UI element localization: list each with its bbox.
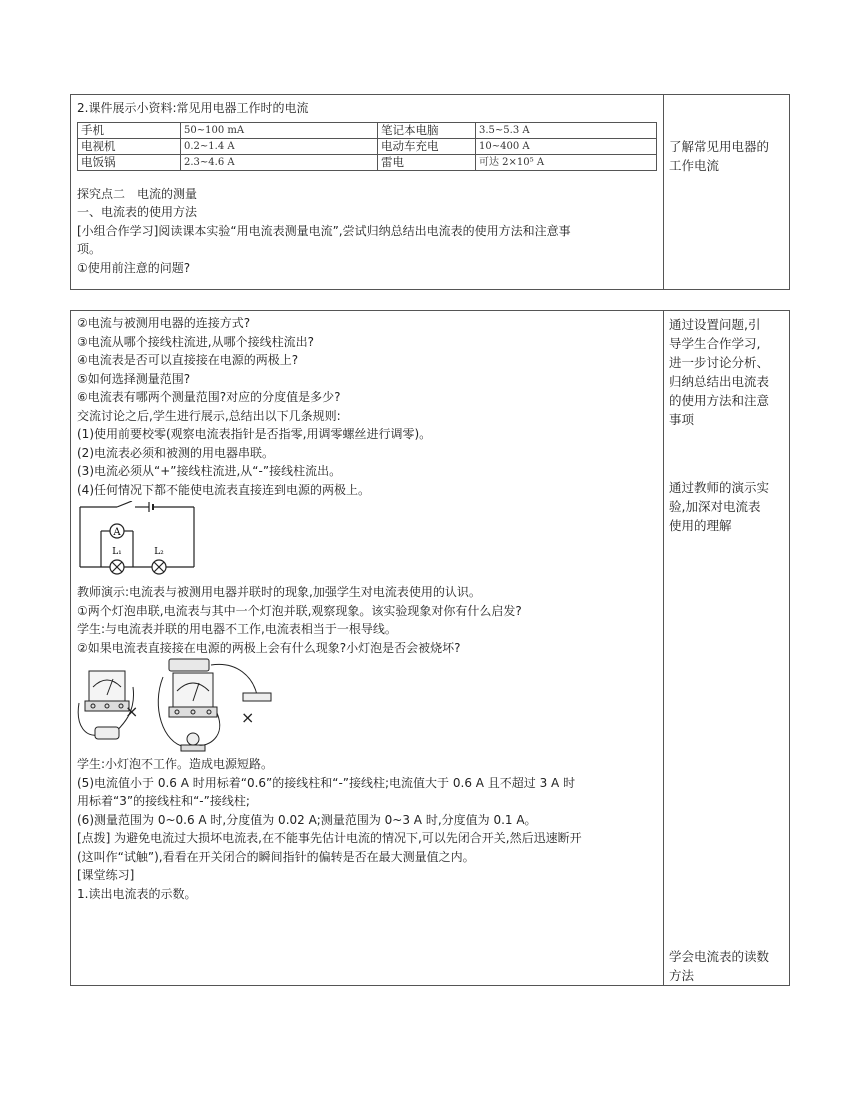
question-4: ④电流表是否可以直接接在电源的两极上? — [77, 353, 299, 367]
tip-cont: (这叫作“试触”),看看在开关闭合的瞬间指针的偏转是否在最大测量值之内。 — [77, 849, 475, 864]
note-cell-2 — [669, 478, 787, 535]
demo-answer-2: 学生:小灯泡不工作。造成电源短路。 — [77, 757, 274, 771]
note-line: 通过设置问题,引 — [669, 317, 761, 332]
rule-3: (3)电流必须从“+”接线柱流进,从“-”接线柱流出。 — [77, 464, 342, 478]
demo-question-1: ①两个灯泡串联,电流表与其中一个灯泡并联,观察现象。该实验现象对你有什么启发? — [77, 603, 522, 618]
rule-2: (2)电流表必须和被测的用电器串联。 — [77, 445, 274, 460]
appliance-name: 笔记本电脑 — [378, 122, 476, 138]
resource-heading: 2.课件展示小资料:常见用电器工作时的电流 — [77, 101, 309, 115]
appliance-name: 手机 — [78, 122, 181, 138]
lamp-2-label: L₂ — [154, 547, 164, 557]
appliance-current: 可达 2×10⁵ A — [476, 154, 657, 170]
appliance-current: 3.5~5.3 A — [476, 122, 657, 138]
apparatus-figures — [77, 657, 659, 755]
rule-4: (4)任何情况下都不能使电流表直接连到电源的两极上。 — [77, 482, 371, 497]
content-cell — [77, 99, 659, 277]
note-cell — [669, 137, 787, 175]
tip: [点拨] 为避免电流过大损坏电流表,在不能事先估计电流的情况下,可以先闭合开关,然后迅速断开 — [77, 831, 582, 845]
appliance-current: 2.3~4.6 A — [181, 154, 378, 170]
current-reference-table — [77, 122, 657, 171]
lamp-1-label: L₁ — [112, 547, 122, 557]
demo-answer-1: 学生:与电流表并联的用电器不工作,电流表相当于一根导线。 — [77, 622, 397, 636]
circuit-diagram — [77, 501, 197, 581]
note-line: 验,加深对电流表 — [669, 499, 761, 514]
rule-5-cont: 用标着“3”的接线柱和“-”接线柱; — [77, 794, 250, 808]
rule-1: (1)使用前要校零(观察电流表指针是否指零,用调零螺丝进行调零)。 — [77, 427, 432, 441]
demo-question-2: ②如果电流表直接接在电源的两极上会有什么现象?小灯泡是否会被烧坏? — [77, 640, 461, 655]
lesson-table-1 — [70, 94, 790, 290]
sub-title: 一、电流表的使用方法 — [77, 205, 198, 219]
question-5: ⑤如何选择测量范围? — [77, 371, 191, 386]
appliance-name: 电动车充电 — [378, 138, 476, 154]
note-cell-1 — [669, 315, 787, 429]
section-title: 探究点二 电流的测量 — [77, 186, 198, 201]
note-line: 使用的理解 — [669, 518, 732, 533]
note-line: 的使用方法和注意 — [669, 393, 770, 408]
cross-mark: × — [241, 708, 255, 727]
appliance-name: 电饭锅 — [78, 154, 181, 170]
appliance-current: 50~100 mA — [181, 122, 378, 138]
column-divider — [663, 311, 664, 985]
appliance-name: 雷电 — [378, 154, 476, 170]
note-line: 方法 — [669, 968, 695, 983]
rule-5: (5)电流值小于 0.6 A 时用标着“0.6”的接线柱和“-”接线柱;电流值大于 0.6 A 且不超过 3 A 时 — [77, 775, 576, 790]
note-cell-3 — [669, 947, 787, 985]
note-line: 归纳总结出电流表 — [669, 374, 770, 389]
practice-item-1: 1.读出电流表的示数。 — [77, 886, 197, 901]
note-line: 工作电流 — [669, 158, 720, 173]
note-line: 导学生合作学习, — [669, 336, 761, 351]
lesson-table-2 — [70, 310, 790, 986]
note-line: 进一步讨论分析、 — [669, 355, 770, 370]
question-1: ①使用前注意的问题? — [77, 260, 191, 275]
note-line: 通过教师的演示实 — [669, 480, 770, 495]
note-line: 学会电流表的读数 — [669, 949, 770, 964]
question-6: ⑥电流表有哪两个测量范围?对应的分度值是多少? — [77, 390, 341, 404]
question-3: ③电流从哪个接线柱流进,从哪个接线柱流出? — [77, 334, 314, 349]
rule-6: (6)测量范围为 0~0.6 A 时,分度值为 0.02 A;测量范围为 0~3 A 时,分度值为 0.1 A。 — [77, 812, 537, 827]
ammeter-label: A — [113, 527, 121, 538]
column-divider — [663, 95, 664, 289]
table-row — [78, 138, 657, 154]
appliance-current: 10~400 A — [476, 138, 657, 154]
intro-text-cont: 项。 — [77, 242, 102, 256]
question-2: ②电流与被测用电器的连接方式? — [77, 316, 251, 330]
practice-heading: [课堂练习] — [77, 868, 135, 882]
ammeter-apparatus-illustration — [77, 657, 277, 755]
appliance-name: 电视机 — [78, 138, 181, 154]
note-line: 了解常见用电器的 — [669, 139, 770, 154]
content-cell — [77, 314, 659, 903]
note-line: 事项 — [669, 412, 695, 427]
summary-intro: 交流讨论之后,学生进行展示,总结出以下几条规则: — [77, 408, 341, 423]
table-row — [78, 154, 657, 170]
appliance-current: 0.2~1.4 A — [181, 138, 378, 154]
intro-text: [小组合作学习]阅读课本实验“用电流表测量电流”,尝试归纳总结出电流表的使用方法和注意事 — [77, 223, 571, 238]
table-row — [78, 122, 657, 138]
cross-mark: × — [125, 702, 139, 721]
teacher-demo: 教师演示:电流表与被测用电器并联时的现象,加强学生对电流表使用的认识。 — [77, 585, 481, 599]
